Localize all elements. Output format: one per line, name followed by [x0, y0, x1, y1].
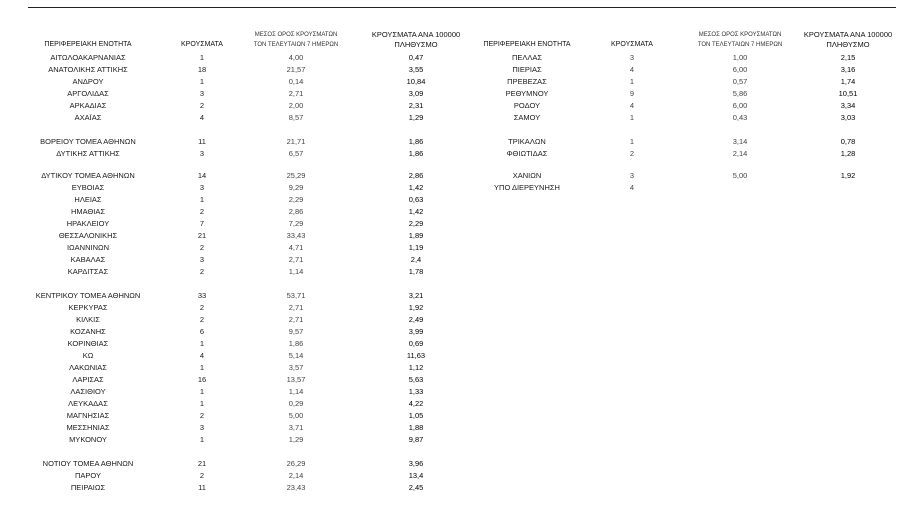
cases-cell: 3 — [199, 255, 205, 264]
left-header-region-label: ΠΕΡΙΦΕΡΕΙΑΚΗ ΕΝΟΤΗΤΑ — [44, 41, 132, 48]
cases-cell: 1 — [629, 137, 635, 146]
cases-cell: 2 — [199, 471, 205, 480]
per100k-cell: 1,33 — [408, 387, 424, 396]
avg-cell: 2,71 — [288, 255, 304, 264]
cases-cell: 1 — [199, 435, 205, 444]
cases-cell: 18 — [197, 65, 207, 74]
per100k-cell: 3,03 — [840, 113, 856, 122]
region-cell: ΛΑΚΩΝΙΑΣ — [69, 363, 107, 372]
per100k-cell: 1,42 — [408, 207, 424, 216]
cases-cell: 1 — [199, 195, 205, 204]
avg-cell: 5,00 — [288, 411, 304, 420]
avg-cell: 5,14 — [288, 351, 304, 360]
per100k-cell: 2,29 — [408, 219, 424, 228]
region-cell: ΗΜΑΘΙΑΣ — [70, 207, 106, 216]
right-header-per100k — [790, 30, 906, 50]
cases-cell: 11 — [198, 483, 206, 492]
right-header-per100k-line1: ΚΡΟΥΣΜΑΤΑ ΑΝΑ 100000 — [803, 30, 893, 39]
per100k-cell: 1,74 — [840, 77, 856, 86]
table-row — [0, 88, 912, 100]
region-cell: ΥΠΟ ΔΙΕΡΕΥΝΗΣΗ — [494, 183, 560, 192]
region-cell: ΠΑΡΟΥ — [74, 471, 101, 480]
table-row — [0, 52, 912, 64]
region-cell: ΜΑΓΝΗΣΙΑΣ — [66, 411, 110, 420]
cases-cell: 4 — [629, 65, 635, 74]
region-cell: ΦΘΙΩΤΙΔΑΣ — [506, 149, 548, 158]
region-cell: ΛΕΥΚΑΔΑΣ — [68, 399, 108, 408]
region-cell: ΠΡΕΒΕΖΑΣ — [507, 77, 547, 86]
avg-cell: 0,43 — [732, 113, 748, 122]
avg-cell: 23,43 — [286, 483, 306, 492]
avg-cell: 3,71 — [288, 423, 304, 432]
per100k-cell: 2,45 — [408, 483, 424, 492]
avg-cell: 9,29 — [288, 183, 304, 192]
region-cell: ΑΡΓΟΛΙΔΑΣ — [67, 89, 109, 98]
table-row — [0, 410, 912, 422]
cases-cell: 2 — [199, 315, 205, 324]
per100k-cell: 1,29 — [408, 113, 424, 122]
cases-cell: 1 — [199, 399, 205, 408]
cases-cell: 21 — [197, 231, 207, 240]
table-row — [0, 362, 912, 374]
left-header-per100k-line2: ΠΛΗΘΥΣΜΟ — [394, 40, 438, 49]
cases-cell: 11 — [198, 137, 206, 146]
cases-cell: 2 — [629, 149, 635, 158]
avg-cell: 2,71 — [288, 89, 304, 98]
avg-cell: 7,29 — [288, 219, 304, 228]
avg-cell: 0,57 — [732, 77, 748, 86]
avg-cell: 9,57 — [288, 327, 304, 336]
per100k-cell: 1,89 — [408, 231, 424, 240]
per100k-cell: 1,19 — [408, 243, 424, 252]
region-cell: ΝΟΤΙΟΥ ΤΟΜΕΑ ΑΘΗΝΩΝ — [42, 459, 134, 468]
per100k-cell: 1,42 — [408, 183, 424, 192]
cases-cell: 7 — [199, 219, 205, 228]
region-cell: ΜΥΚΟΝΟΥ — [69, 435, 107, 444]
region-cell: ΙΩΑΝΝΙΝΩΝ — [66, 243, 110, 252]
avg-cell: 3,57 — [288, 363, 304, 372]
cases-cell: 1 — [629, 77, 635, 86]
per100k-cell: 1,28 — [840, 149, 856, 158]
region-cell: ΗΡΑΚΛΕΙΟΥ — [66, 219, 110, 228]
table-row — [0, 112, 912, 124]
per100k-cell: 11,63 — [406, 351, 426, 360]
region-cell: ΚΑΡΔΙΤΣΑΣ — [67, 267, 109, 276]
cases-cell: 3 — [199, 89, 205, 98]
cases-cell: 1 — [199, 339, 205, 348]
avg-cell: 2,14 — [288, 471, 304, 480]
table-row — [0, 386, 912, 398]
per100k-cell: 0,63 — [408, 195, 424, 204]
cases-cell: 3 — [199, 183, 205, 192]
right-header-per100k-line2: ΠΛΗΘΥΣΜΟ — [826, 40, 870, 49]
top-rule — [28, 7, 896, 8]
region-cell: ΜΕΣΣΗΝΙΑΣ — [66, 423, 110, 432]
table-row — [0, 458, 912, 470]
left-header-per100k-line1: ΚΡΟΥΣΜΑΤΑ ΑΝΑ 100000 — [371, 30, 461, 39]
table-row — [0, 194, 912, 206]
per100k-cell: 1,78 — [408, 267, 424, 276]
region-cell: ΑΝΑΤΟΛΙΚΗΣ ΑΤΤΙΚΗΣ — [48, 65, 128, 74]
region-cell: ΑΝΔΡΟΥ — [72, 77, 104, 86]
right-header-avg — [690, 30, 790, 50]
table-row — [0, 422, 912, 434]
per100k-cell: 1,05 — [408, 411, 424, 420]
avg-cell: 2,71 — [288, 315, 304, 324]
cases-cell: 4 — [629, 101, 635, 110]
left-header-cases-label: ΚΡΟΥΣΜΑΤΑ — [181, 41, 223, 48]
region-cell: ΗΛΕΙΑΣ — [74, 195, 102, 204]
cases-cell: 4 — [199, 113, 205, 122]
avg-cell: 21,57 — [286, 65, 306, 74]
avg-cell: 1,14 — [288, 387, 304, 396]
per100k-cell: 0,78 — [840, 137, 856, 146]
region-cell: ΘΕΣΣΑΛΟΝΙΚΗΣ — [58, 231, 118, 240]
cases-cell: 2 — [199, 303, 205, 312]
cases-cell: 3 — [629, 53, 635, 62]
avg-cell: 1,29 — [288, 435, 304, 444]
table-row — [0, 482, 912, 494]
cases-cell: 3 — [199, 423, 205, 432]
region-cell: ΒΟΡΕΙΟΥ ΤΟΜΕΑ ΑΘΗΝΩΝ — [40, 137, 136, 146]
cases-cell: 2 — [199, 267, 205, 276]
avg-cell: 8,57 — [288, 113, 304, 122]
per100k-cell: 0,69 — [408, 339, 424, 348]
table-row — [0, 470, 912, 482]
table-row — [0, 64, 912, 76]
right-header-cases-label: ΚΡΟΥΣΜΑΤΑ — [611, 41, 653, 48]
left-header-region — [28, 40, 148, 50]
per100k-cell: 10,84 — [406, 77, 426, 86]
table-row — [0, 338, 912, 350]
cases-cell: 16 — [197, 375, 207, 384]
right-header-avg-line1: ΜΕΣΟΣ ΟΡΟΣ ΚΡΟΥΣΜΑΤΩΝ — [698, 32, 782, 38]
region-cell: ΧΑΝΙΩΝ — [512, 171, 542, 180]
avg-cell: 0,14 — [288, 77, 304, 86]
avg-cell: 2,71 — [288, 303, 304, 312]
avg-cell: 25,29 — [286, 171, 306, 180]
avg-cell: 6,00 — [732, 101, 748, 110]
table-row — [0, 350, 912, 362]
cases-cell: 2 — [199, 207, 205, 216]
per100k-cell: 1,92 — [408, 303, 424, 312]
cases-cell: 1 — [199, 53, 205, 62]
table-row — [0, 148, 912, 160]
per100k-cell: 2,86 — [408, 171, 424, 180]
table-row — [0, 326, 912, 338]
right-header-avg-line2: ΤΟΝ ΤΕΛΕΥΤΑΙΩΝ 7 ΗΜΕΡΩΝ — [697, 42, 783, 48]
avg-cell: 53,71 — [286, 291, 306, 300]
cases-cell: 3 — [629, 171, 635, 180]
per100k-cell: 13,4 — [408, 471, 424, 480]
per100k-cell: 2,15 — [840, 53, 856, 62]
cases-cell: 33 — [197, 291, 207, 300]
per100k-cell: 3,21 — [408, 291, 424, 300]
table-row — [0, 314, 912, 326]
per100k-cell: 1,88 — [408, 423, 424, 432]
per100k-cell: 3,55 — [408, 65, 424, 74]
per100k-cell: 3,16 — [840, 65, 856, 74]
per100k-cell: 0,47 — [408, 53, 424, 62]
region-cell: ΚΕΡΚΥΡΑΣ — [68, 303, 108, 312]
region-cell: ΛΑΡΙΣΑΣ — [72, 375, 104, 384]
per100k-cell: 3,09 — [408, 89, 424, 98]
per100k-cell: 1,86 — [408, 149, 424, 158]
avg-cell: 6,00 — [732, 65, 748, 74]
region-cell: ΚΑΒΑΛΑΣ — [70, 255, 106, 264]
avg-cell: 5,86 — [732, 89, 748, 98]
per100k-cell: 2,4 — [410, 255, 422, 264]
avg-cell: 4,71 — [288, 243, 304, 252]
region-cell: ΤΡΙΚΑΛΩΝ — [508, 137, 546, 146]
cases-cell: 1 — [199, 77, 205, 86]
region-cell: ΔΥΤΙΚΟΥ ΤΟΜΕΑ ΑΘΗΝΩΝ — [41, 171, 135, 180]
left-header-avg — [246, 30, 346, 50]
table-row — [0, 374, 912, 386]
cases-cell: 9 — [629, 89, 635, 98]
table-row — [0, 76, 912, 88]
table-row — [0, 398, 912, 410]
region-cell: ΚΟΡΙΝΘΙΑΣ — [67, 339, 109, 348]
table-row — [0, 266, 912, 278]
cases-cell: 21 — [197, 459, 207, 468]
avg-cell: 1,86 — [288, 339, 304, 348]
table-row — [0, 230, 912, 242]
avg-cell: 33,43 — [286, 231, 306, 240]
cases-cell: 3 — [199, 149, 205, 158]
per100k-cell: 1,12 — [408, 363, 424, 372]
per100k-cell: 3,96 — [408, 459, 424, 468]
table-row — [0, 242, 912, 254]
per100k-cell: 1,92 — [840, 171, 856, 180]
region-cell: ΠΙΕΡΙΑΣ — [512, 65, 542, 74]
avg-cell: 4,00 — [288, 53, 304, 62]
table-row — [0, 254, 912, 266]
region-cell: ΕΥΒΟΙΑΣ — [71, 183, 105, 192]
region-cell: ΣΑΜΟΥ — [513, 113, 541, 122]
cases-cell: 14 — [197, 171, 207, 180]
region-cell: ΡΟΔΟΥ — [513, 101, 541, 110]
cases-cell: 2 — [199, 243, 205, 252]
right-header-region — [468, 40, 586, 50]
region-cell: ΚΩ — [82, 351, 94, 360]
avg-cell: 2,86 — [288, 207, 304, 216]
per100k-cell: 3,34 — [840, 101, 856, 110]
cases-cell: 1 — [199, 387, 205, 396]
avg-cell: 1,00 — [732, 53, 748, 62]
per100k-cell: 10,51 — [838, 89, 858, 98]
left-header-cases — [170, 40, 234, 50]
region-cell: ΑΧΑΪΑΣ — [74, 113, 102, 122]
region-cell: ΚΟΖΑΝΗΣ — [70, 327, 106, 336]
cases-cell: 6 — [199, 327, 205, 336]
region-cell: ΠΕΛΛΑΣ — [511, 53, 543, 62]
table-row — [0, 302, 912, 314]
table-row — [0, 434, 912, 446]
right-header-cases — [600, 40, 664, 50]
cases-cell: 1 — [629, 113, 635, 122]
table-row — [0, 136, 912, 148]
per100k-cell: 3,99 — [408, 327, 424, 336]
region-cell: ΑΙΤΩΛΟΑΚΑΡΝΑΝΙΑΣ — [50, 53, 126, 62]
avg-cell: 3,14 — [732, 137, 748, 146]
right-header-region-label: ΠΕΡΙΦΕΡΕΙΑΚΗ ΕΝΟΤΗΤΑ — [483, 41, 571, 48]
avg-cell: 26,29 — [286, 459, 306, 468]
region-cell: ΠΕΙΡΑΙΩΣ — [70, 483, 106, 492]
table-row — [0, 218, 912, 230]
avg-cell: 21,71 — [286, 137, 306, 146]
avg-cell: 6,57 — [288, 149, 304, 158]
left-header-avg-line2: ΤΟΝ ΤΕΛΕΥΤΑΙΩΝ 7 ΗΜΕΡΩΝ — [253, 42, 339, 48]
table-row — [0, 100, 912, 112]
region-cell: ΔΥΤΙΚΗΣ ΑΤΤΙΚΗΣ — [56, 149, 120, 158]
per100k-cell: 4,22 — [408, 399, 424, 408]
avg-cell: 2,29 — [288, 195, 304, 204]
avg-cell: 2,00 — [288, 101, 304, 110]
avg-cell: 1,14 — [288, 267, 304, 276]
left-header-per100k — [358, 30, 474, 50]
table-row — [0, 206, 912, 218]
table-row — [0, 170, 912, 182]
region-cell: ΚΙΛΚΙΣ — [76, 315, 100, 324]
region-cell: ΑΡΚΑΔΙΑΣ — [69, 101, 107, 110]
table-row — [0, 182, 912, 194]
avg-cell: 5,00 — [732, 171, 748, 180]
table-row — [0, 290, 912, 302]
region-cell: ΛΑΣΙΘΙΟΥ — [70, 387, 106, 396]
per100k-cell: 1,86 — [408, 137, 424, 146]
per100k-cell: 5,63 — [408, 375, 424, 384]
region-cell: ΚΕΝΤΡΙΚΟΥ ΤΟΜΕΑ ΑΘΗΝΩΝ — [35, 291, 141, 300]
left-header-avg-line1: ΜΕΣΟΣ ΟΡΟΣ ΚΡΟΥΣΜΑΤΩΝ — [254, 32, 338, 38]
per100k-cell: 2,49 — [408, 315, 424, 324]
cases-cell: 4 — [629, 183, 635, 192]
cases-cell: 2 — [199, 101, 205, 110]
region-cell: ΡΕΘΥΜΝΟΥ — [505, 89, 549, 98]
avg-cell: 13,57 — [286, 375, 306, 384]
avg-cell: 2,14 — [732, 149, 748, 158]
per100k-cell: 2,31 — [408, 101, 424, 110]
avg-cell: 0,29 — [288, 399, 304, 408]
cases-cell: 4 — [199, 351, 205, 360]
cases-cell: 2 — [199, 411, 205, 420]
per100k-cell: 9,87 — [408, 435, 424, 444]
cases-cell: 1 — [199, 363, 205, 372]
